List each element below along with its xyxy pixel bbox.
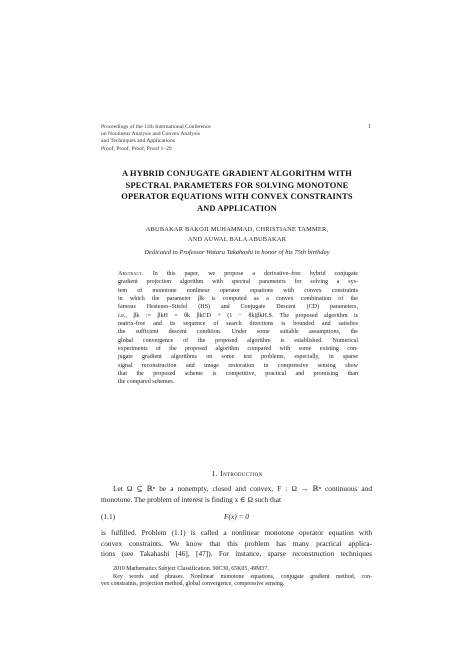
- header-line: on Nonlinear Analysis and Convex Analysis: [101, 131, 200, 138]
- abstract-line: signal reconstruction and image restoration in compressive sensing show: [118, 362, 358, 369]
- page-number: 1: [368, 124, 371, 130]
- abstract-line: experiments of the proposed algorithm compared with some existing con-: [118, 346, 358, 353]
- title-line: A HYBRID CONJUGATE GRADIENT ALGORITHM WITH: [122, 169, 352, 178]
- body-line: Let Ω ⊆ ℝⁿ be a nonempty, closed and convex, F : Ω → ℝⁿ continuous and: [113, 484, 372, 493]
- abstract-line: tem of monotone nonlinear operator equations with convex constraints: [118, 287, 358, 294]
- msc-footnote: 2010 Mathematics Subject Classification. 90C30, 65K05, 49M37.: [113, 566, 269, 572]
- proceedings-header: [101, 124, 381, 153]
- abstract-line: the sufficient descent condition. Under some suitable assumptions, the: [118, 329, 358, 336]
- title-line: AND APPLICATION: [196, 203, 278, 213]
- abstract-line: famous Hestenes–Stiefel (HS) and Conjugate Descent (CD) parameters,: [118, 304, 358, 311]
- footnotes: [101, 566, 372, 589]
- abstract-line: the compared schemes.: [118, 379, 175, 386]
- body-line: convex constraints. We know that this problem has many practical applica-: [101, 538, 372, 548]
- equation-expression: F(x) = 0: [224, 512, 249, 521]
- abstract-line: jugate gradient algorithms on some test problems, especially, in sparse: [118, 354, 358, 361]
- keywords-footnote: vex constraints, projection method, global convergence, compressive sensing.: [101, 581, 285, 587]
- abstract-line: In this paper, we propose a derivative–free hybrid conjugate: [152, 271, 358, 277]
- abstract-line: that the proposed scheme is competitive, practical and promising than: [118, 371, 358, 378]
- header-line: and Techniques and Applications: [101, 138, 175, 145]
- paper-title: [96, 168, 378, 214]
- problem-paragraph: [101, 528, 372, 560]
- section-title: Introduction: [220, 469, 263, 478]
- title-line: SPECTRAL PARAMETERS FOR SOLVING MONOTONE: [125, 180, 349, 190]
- body-line: tions (see Takahashi [46], [47]). For instance, sparse reconstruction techniques: [101, 549, 372, 559]
- header-line: Proof, Proof, Proof, Proof 1–29: [101, 145, 172, 152]
- abstract: [118, 270, 358, 387]
- section-number: 1.: [211, 469, 218, 478]
- abstract-first-line: [118, 270, 358, 278]
- title-line: OPERATOR EQUATIONS WITH CONVEX CONSTRAINTS: [121, 192, 353, 202]
- author-line: AND AUWAL BALA ABUBAKAR: [187, 235, 287, 243]
- abstract-line: global convergence of the proposed algorithm is established. Numerical: [118, 337, 358, 344]
- abstract-line: gradient projection algorithm with spectral parameters for solving a sys-: [118, 279, 358, 286]
- abstract-line: matrix-free and its sequence of search directions is bounded and satisfies: [118, 321, 358, 328]
- intro-paragraph: [101, 484, 372, 505]
- authors: [96, 225, 378, 244]
- abstract-line: i.e., βk := βkH = θk βkCD + (1 − θk)βkH.S. The proposed algorithm is: [118, 312, 358, 319]
- body-line: is fulfilled. Problem (1.1) is called a nonlinear monotone operator equation with: [101, 528, 372, 537]
- abstract-label: Abstract.: [118, 271, 144, 277]
- keywords-footnote: Key words and phrases. Nonlinear monotone equations, conjugate gradient method, con-: [113, 573, 372, 580]
- header-line: Proceedings of the 11th International Conference: [101, 124, 211, 130]
- section-heading: [96, 469, 378, 478]
- body-line: monotone. The problem of interest is finding x ∈ Ω such that: [101, 494, 282, 504]
- equation-1-1: [101, 512, 372, 524]
- equation-number: (1.1): [101, 512, 116, 521]
- author-line: ABUBAKAR BAKOJI MUHAMMAD, CHRISTIANE TAMMER,: [145, 226, 329, 233]
- abstract-line: in which the parameter βk is computed as a convex combination of the: [118, 296, 358, 303]
- dedication: Dedicated to Professor Wataru Takahashi in honor of his 75th birthday: [144, 249, 330, 256]
